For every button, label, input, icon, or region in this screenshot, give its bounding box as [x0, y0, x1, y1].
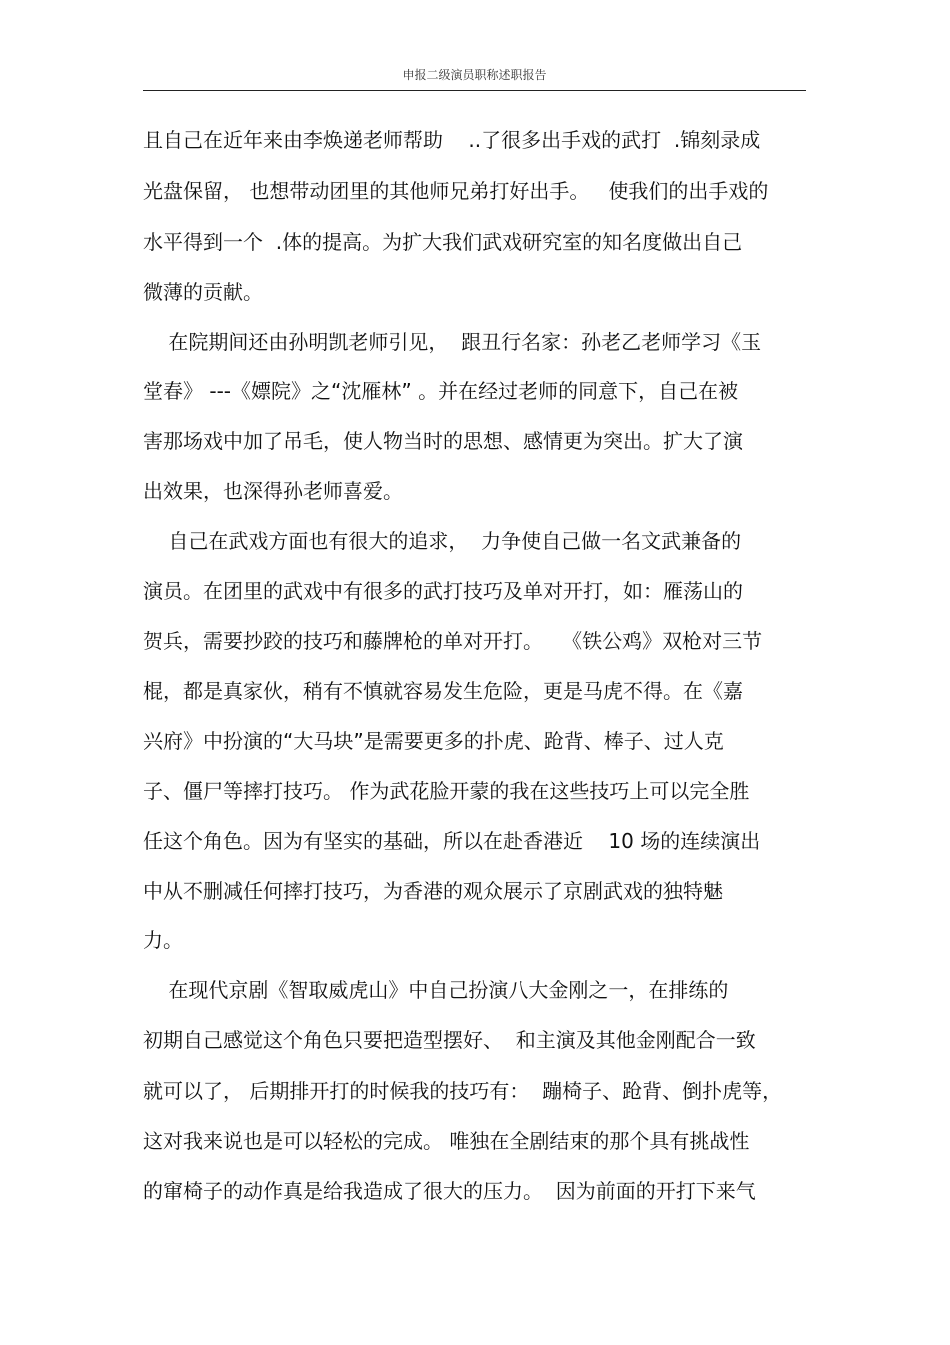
text-line: 在院期间还由孙明凯老师引见， 跟丑行名家：孙老乙老师学习《玉: [143, 330, 762, 354]
header-divider: [143, 90, 806, 91]
text-line: 水平得到一个 .体的提高。为扩大我们武戏研究室的知名度做出自己: [143, 230, 743, 254]
text-line: 这对我来说也是可以轻松的完成。 唯独在全剧结束的那个具有挑战性: [143, 1129, 750, 1153]
text-line: 力。: [143, 928, 183, 952]
text-line: 贺兵，需要抄跤的技巧和藤牌枪的单对开打。 《铁公鸡》双枪对三节: [143, 629, 763, 653]
text-line: 演员。在团里的武戏中有很多的武打技巧及单对开打，如：雁荡山的: [143, 579, 743, 603]
text-line: 自己在武戏方面也有很大的追求， 力争使自己做一名文武兼备的: [143, 529, 742, 553]
text-line: 任这个角色。因为有坚实的基础，所以在赴香港近 10 场的连续演出: [143, 829, 761, 853]
text-line: 微薄的贡献。: [143, 280, 263, 304]
text-line: 中从不删减任何摔打技巧，为香港的观众展示了京剧武戏的独特魅: [143, 879, 723, 903]
text-line: 的窜椅子的动作真是给我造成了很大的压力。 因为前面的开打下来气: [143, 1179, 756, 1203]
text-line: 光盘保留， 也想带动团里的其他师兄弟打好出手。 使我们的出手戏的: [143, 179, 769, 203]
page-header-title: 申报二级演员职称述职报告: [402, 68, 547, 82]
text-line: 初期自己感觉这个角色只要把造型摆好、 和主演及其他金刚配合一致: [143, 1028, 756, 1052]
text-line: 堂春》 ---《嫖院》之“沈雁林” 。并在经过老师的同意下，自己在被: [143, 379, 739, 403]
text-line: 子、僵尸等摔打技巧。 作为武花脸开蒙的我在这些技巧上可以完全胜: [143, 779, 750, 803]
text-line: 兴府》中扮演的“大马块”是需要更多的扑虎、跄背、棒子、过人克: [143, 729, 724, 753]
text-line: 棍，都是真家伙，稍有不慎就容易发生危险，更是马虎不得。在《嘉: [143, 679, 743, 703]
text-line: 且自己在近年来由李焕递老师帮助 ..了很多出手戏的武打 .锦刻录成: [143, 128, 761, 152]
text-line: 在现代京剧《智取威虎山》中自己扮演八大金刚之一，在排练的: [143, 978, 729, 1002]
text-line: 出效果，也深得孙老师喜爱。: [143, 479, 403, 503]
text-line: 害那场戏中加了吊毛，使人物当时的思想、感情更为突出。扩大了演: [143, 429, 743, 453]
text-line: 就可以了， 后期排开打的时候我的技巧有： 蹦椅子、跄背、倒扑虎等，: [143, 1079, 783, 1103]
